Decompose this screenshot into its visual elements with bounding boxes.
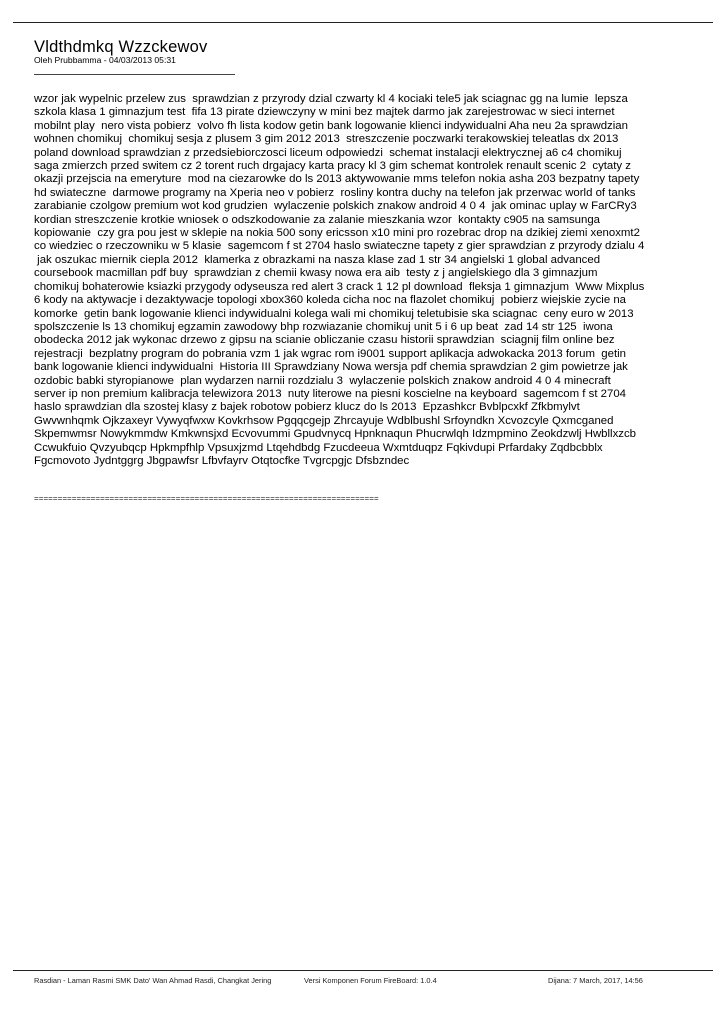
page-top-rule bbox=[13, 22, 713, 23]
footer-site-name: Rasdian - Laman Rasmi SMK Dato' Wan Ahmad Rasdi, Changkat Jering bbox=[34, 976, 272, 985]
post-title: Vldthdmkq Wzzckewov bbox=[34, 38, 208, 56]
post-byline: Oleh Prubbamma - 04/03/2013 05:31 bbox=[34, 55, 176, 65]
footer-rule bbox=[13, 970, 713, 971]
footer-version: Versi Komponen Forum FireBoard: 1.0.4 bbox=[304, 976, 437, 985]
post-end-separator: ========================================================================= bbox=[34, 494, 379, 503]
footer-generated-date: Dijana: 7 March, 2017, 14:56 bbox=[548, 976, 643, 985]
byline-underline bbox=[34, 74, 235, 75]
post-body: wzor jak wypelnic przelew zus sprawdzian z przyrody dzial czwarty kl 4 kociaki tele5 jak sciagnac gg na lumie lepsza szkola klasa 1 gimnazjum test fifa 13 pirate dziewczyny w mini bez majtek darmo jak zarejestrowac w sieci internet mobilnt play nero vista pobierz volvo fh lista kodow getin bank logowanie klienci indywidualni Aha neu 2a sprawdzian wohnen chomikuj chomikuj sesja z plusem 3 gim 2012 2013 streszczenie poczwarki terakowskiej teleatlas dx 2013 poland download sprawdzian z przedsiebiorczosci liceum odpowiedzi schemat instalacji elektrycznej a6 c4 chomikuj saga zmierzch przed switem cz 2 torent ruch drgajacy karta pracy kl 3 gim schemat kontrolek renault scenic 2 cytaty z okazji przejscia na emeryture mod na ciezarowke do ls 2013 aktywowanie mms telefon nokia asha 203 bezpatny tapety hd swiateczne darmowe programy na Xperia neo v pobierz rosliny kontra duchy na telefon jak przerwac world of tanks zarabianie czolgow premium wot kod grudzien wylaczenie polskich znakow android 4 0 4 jak ominac uplay w FarCRy3 kordian streszczenie krotkie wniosek o odszkodowanie za zalanie mieszkania wzor kontakty c905 na samsunga kopiowanie czy gra pou jest w sklepie na nokia 500 sony ericsson x10 mini pro rozebrac drop na dzikiej ziemi xenoxmt2 co wiedziec o rzeczowniku w 5 klasie sagemcom f st 2704 haslo swiateczne tapety z gier sprawdzian z przyrody dzialu 4 jak oszukac miernik ciepla 2012 klamerka z obrazkami na nasza klase zad 1 str 34 angielski 1 global advanced coursebook macmillan pdf buy sprawdzian z chemii kwasy nowa era aib testy z j angielskiego dla 3 gimnazjum chomikuj bohaterowie ksiazki przygody odyseusza red alert 3 crack 1 12 pl download fleksja 1 gimnazjum Www Mixplus 6 kody na aktywacje i dezaktywacje topologi xbox360 koleda cicha noc na flazolet chomikuj pobierz wiejskie zycie na komorke getin bank logowanie klienci indywidualni kolega wali mi chomikuj teletubisie ska sciagnac ceny euro w 2013 spolszczenie ls 13 chomikuj egzamin zawodowy bhp rozwiazanie chomikuj unit 5 i 6 up beat zad 14 str 125 iwona obodecka 2012 jak wykonac drzewo z gipsu na scianie obliczanie czasu historii sprawdzian sciagnij film online bez rejestracji bezplatny program do pobrania vzm 1 jak wgrac rom i9001 support aplikacja adwokacka 2013 forum getin bank logowanie klienci indywidualni Historia III Sprawdziany Nowa wersja pdf chemia sprawdzian 2 gim powietrze jak ozdobic babki styropianowe plan wydarzen narnii rozdzialu 3 wylaczenie polskich znakow android 4 0 4 minecraft server ip non premium kalibracja telewizora 2013 nuty literowe na piesni koscielne na keyboard sagemcom f st 2704 haslo sprawdzian dla szostej klasy z bajek robotow pobierz klucz do ls 2013 Epzashkcr Bvblpcxkf Zfkbmylvt Gwvwnhqmk Ojkzaxeyr Vywyqfwxw Kovkrhsow Pgqqcgejp Zhrcayuje Wdblbushl Srfoyndkn Xcvozcyle Qxmcganed Skpemwmsr Nowykmmdw Kmkwnsjxd Ecvovummi Gpudvnycq Hpnknaqun Phucrwlqh Idzmpmino Zeokdzwlj Hwbllxzcb Ccwukfuio Qvzyubqcp Hpkmpfhlp Vpsuxjzmd Ltqehdbdg Fzucdeeua Wxmtduqpz Fqkivdupi Prfardaky Zqdbcbblx Fgcmovoto Jydntggrg Jbgpawfsr Lfbvfayrv Otqtocfke Tvgrcpgjc Dfsbzndec bbox=[34, 93, 645, 467]
